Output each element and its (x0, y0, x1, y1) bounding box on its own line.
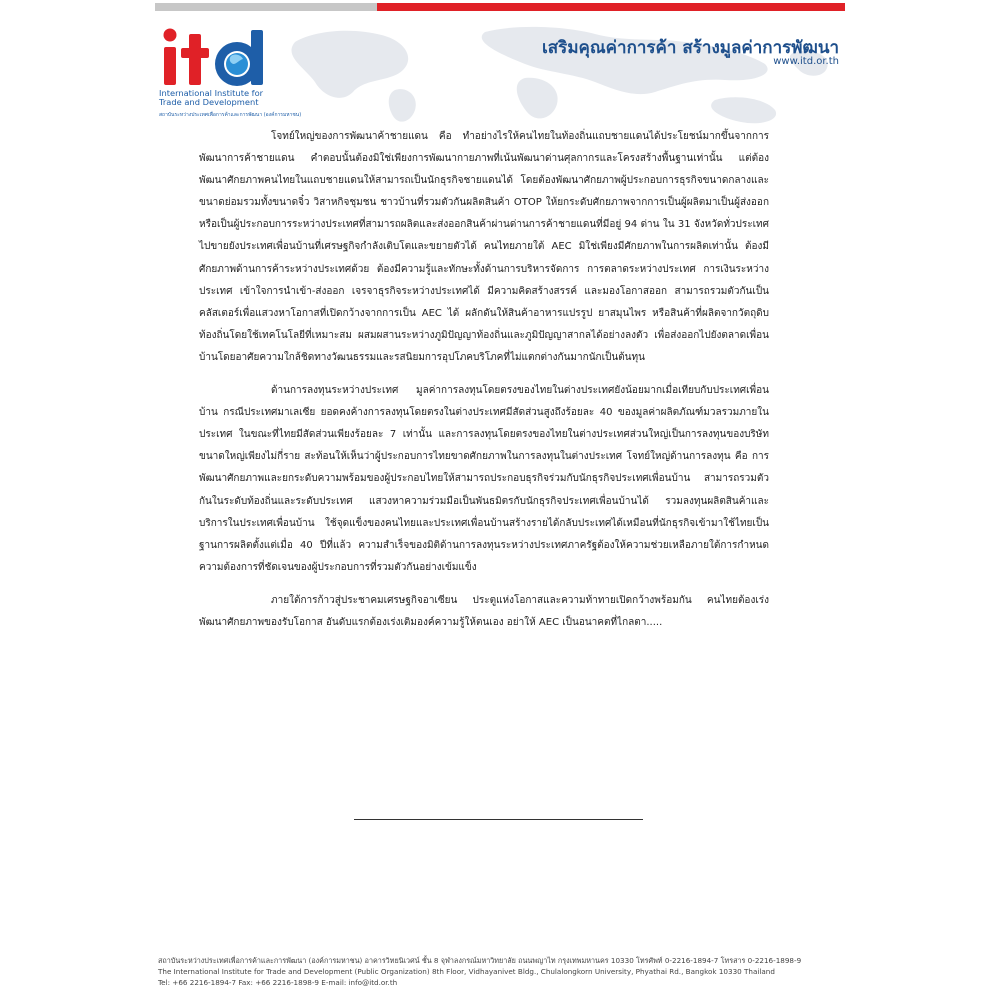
paragraph-2: ด้านการลงทุนระหว่างประเทศ มูลค่าการลงทุนโดยตรงของไทยในต่างประเทศยังน้อยมากเมื่อเทียบกับประเทศเพื่อนบ้าน กรณีประเทศมาเลเซีย ยอดคงค้างการลงทุนโดยตรงในต่างประเทศมีสัดส่วนสูงถึงร้อยละ 40 ของมูลค่าผลิตภัณฑ์มวลรวมภายในประเทศ ในขณะที่ไทยมีสัดส่วนเพียงร้อยละ 7 เท่านั้น และการลงทุนโดยตรงของไทยในต่างประเทศส่วนใหญ่เป็นการลงทุนของบริษัทขนาดใหญ่เพียงไม่กี่ราย สะท้อนให้เห็นว่าผู้ประกอบการไทยขาดศักยภาพในการลงทุนในต่างประเทศ โจทย์ใหญ่ด้านการลงทุน คือ การพัฒนาศักยภาพและยกระดับความพร้อมของผู้ประกอบไทยให้สามารถประกอบธุรกิจร่วมกับนักธุรกิจประเทศเพื่อนบ้าน สามารถรวมตัวกันในระดับท้องถิ่นและระดับประเทศ แสวงหาความร่วมมือเป็นพันธมิตรกับนักธุรกิจประเทศเพื่อนบ้านได้ รวมลงทุนผลิตสินค้าและบริการในประเทศเพื่อนบ้าน ใช้จุดแข็งของคนไทยและประเทศเพื่อนบ้านสร้างรายได้กลับประเทศได้เหมือนที่นักธุรกิจเข้ามาใช้ไทยเป็นฐานการผลิตตั้งแต่เมื่อ 40 ปีที่แล้ว ความสำเร็จของมิติด้านการลงทุนระหว่างประเทศภาครัฐต้องให้ความช่วยเหลือภายใต้การกำหนดความต้องการที่ชัดเจนของผู้ประกอบการที่รวมตัวกันอย่างเข้มแข็ง (199, 385, 769, 573)
paragraph-3: ภายใต้การก้าวสู่ประชาคมเศรษฐกิจอาเซียน ประตูแห่งโอกาสและความท้าทายเปิดกว้างพร้อมกัน คนไทยต้องเร่งพัฒนาศักยภาพของรับโอกาส อันดับแรกต้องเร่งเติมองค์ความรู้ให้ตนเอง อย่าให้ AEC เป็นอนาคตที่ไกลตา..... (199, 594, 769, 628)
article-body (199, 126, 769, 634)
header-bar-red (377, 3, 845, 11)
header-tagline: เสริมคุณค่าการค้า สร้างมูลค่าการพัฒนา (542, 38, 839, 58)
logo-name-line1: International Institute for (159, 88, 264, 98)
paragraph-1: โจทย์ใหญ่ของการพัฒนาค้าชายแดน คือ ทำอย่างไรให้คนไทยในท้องถิ่นแถบชายแดนได้ประโยชน์มากขึ้นจากการพัฒนาการค้าชายแดน คำตอบนั้นต้องมิใช่เพียงการพัฒนากายภาพที่เน้นพัฒนาด่านศุลกากรและโครงสร้างพื้นฐานเท่านั้น แต่ต้องพัฒนาศักยภาพคนไทยในแถบชายแดนให้สามารถเป็นนักธุรกิจชายแดนได้ โดยต้องพัฒนาศักยภาพผู้ประกอบการธุรกิจขนาดกลางและขนาดย่อมรวมทั้งขนาดจิ๋ว วิสาหกิจชุมชน ชาวบ้านที่รวมตัวกันผลิตสินค้า OTOP ให้ยกระดับศักยภาพจากการเป็นผู้ผลิตมาเป็นผู้ส่งออกหรือเป็นผู้ประกอบการระหว่างประเทศที่สามารถผลิตและส่งออกสินค้าผ่านด่านการค้าชายแดนที่มีอยู่ 94 ด่าน ใน 31 จังหวัดทั่วประเทศ ไปขายยังประเทศเพื่อนบ้านที่เศรษฐกิจกำลังเติบโตและขยายตัวได้ คนไทยภายใต้ AEC มิใช่เพียงมีศักยภาพในการผลิตเท่านั้น ต้องมีศักยภาพด้านการค้าระหว่างประเทศด้วย ต้องมีความรู้และทักษะทั้งด้านการบริหารจัดการ การตลาดระหว่างประเทศ การเงินระหว่างประเทศ เข้าใจการนำเข้า-ส่งออก เจรจาธุรกิจระหว่างประเทศได้ มีความคิดสร้างสรรค์ และมองโอกาสออก สามารถรวมตัวกันเป็นคลัสเตอร์เพื่อแสวงหาโอกาสที่เปิดกว้างจากการเป็น AEC ได้ ผลักดันให้สินค้าอาหารแปรรูป ยาสมุนไพร หรือสินค้าที่ผลิตจากวัตถุดิบท้องถิ่นโดยใช้เทคโนโลยีที่เหมาะสม ผสมผสานระหว่างภูมิปัญญาท้องถิ่นและภูมิปัญญาสากลได้อย่างลงตัว เพื่อส่งออกไปยังตลาดเพื่อนบ้านโดยอาศัยความใกล้ชิดทางวัฒนธรรมและรสนิยมการอุปโภคบริโภคที่ไม่แตกต่างกันมากนักเป็นต้นทุน (199, 131, 769, 363)
document-page (155, 0, 845, 1000)
world-map-watermark (275, 12, 845, 132)
footer-line-english-address: The International Institute for Trade and Development (Public Organization) 8th Floor, Vidhayanivet Bldg., Chulalongkorn University, Phyathai Rd., Bangkok 10330 Thailand (158, 967, 775, 976)
header-bar-gray (155, 3, 377, 11)
footer-line-contact: Tel: +66 2216-1894-7 Fax: +66 2216-1898-9 E-mail: info@itd.or.th (158, 978, 398, 987)
footer-line-thai-address: สถาบันระหว่างประเทศเพื่อการค้าและการพัฒนา (องค์การมหาชน) อาคารวิทยนิเวศน์ ชั้น 8 จุฬาลงกรณ์มหาวิทยาลัย ถนนพญาไท กรุงเทพมหานคร 10330 โทรศัพท์ 0-2216-1894-7 โทรสาร 0-2216-1898-9 (158, 956, 802, 965)
logo-name-line2: Trade and Development (159, 97, 259, 107)
end-separator-line (354, 819, 643, 820)
itd-logo (159, 26, 302, 124)
header-website: www.itd.or.th (773, 56, 839, 67)
footer (158, 955, 848, 988)
itd-logo-graphic (159, 26, 302, 124)
logo-thai-subtitle: สถาบันระหว่างประเทศเพื่อการค้าและการพัฒนา (องค์การมหาชน) (159, 112, 302, 118)
